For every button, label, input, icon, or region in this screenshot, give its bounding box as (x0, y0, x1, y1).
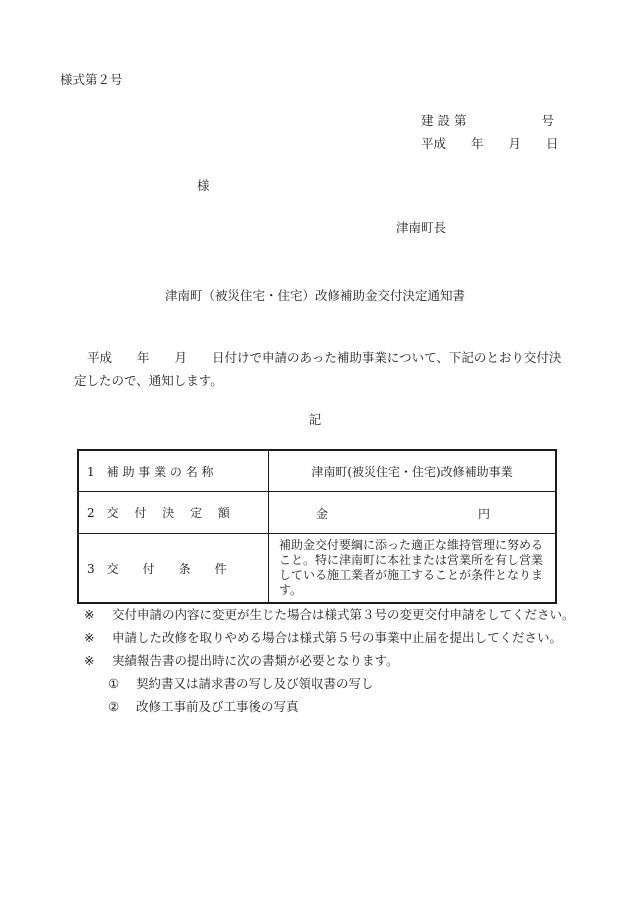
row-label: 3 交 付 条 件 (78, 534, 269, 604)
project-name-value: 津南町(被災住宅・住宅)改修補助事業 (269, 450, 557, 492)
notes-list (84, 603, 575, 672)
list-item (108, 695, 374, 718)
details-table (77, 449, 557, 604)
table-row (78, 492, 556, 534)
addressee: 様 (197, 178, 210, 193)
item-text: 改修工事前及び工事後の写真 (136, 699, 299, 714)
list-item (108, 672, 374, 695)
note-item (84, 649, 575, 672)
ki-heading: 記 (308, 412, 322, 427)
item-mark: ② (108, 699, 120, 714)
issuer: 津南町長 (396, 220, 447, 235)
required-docs-list (108, 672, 374, 718)
document-title: 津南町（被災住宅・住宅）改修補助金交付決定通知書 (164, 288, 465, 303)
item-mark: ① (108, 676, 120, 691)
note-mark: ※ (84, 607, 95, 622)
amount-value (269, 492, 557, 534)
amount-kin: 金 (316, 507, 329, 521)
note-text: 申請した改修を取りやめる場合は様式第５号の事業中止届を提出してください。 (112, 630, 563, 645)
note-mark: ※ (84, 653, 95, 668)
row-label: 1 補 助 事 業 の 名 称 (78, 450, 269, 492)
form-number: 様式第２号 (60, 72, 123, 87)
conditions-value: 補助金交付要綱に添った適正な維持管理に努めること。特に津南町に本社または営業所を有し営業している施工業者が施工することが条件となります。 (269, 534, 557, 604)
row-label: 2 交 付 決 定 額 (78, 492, 269, 534)
table-row (78, 450, 556, 492)
document-date: 平成 年 月 日 (421, 136, 559, 151)
body-line-2: 定したので、通知します。 (74, 373, 223, 388)
body-line-1: 平成 年 月 日付けで申請のあった補助事業について、下記のとおり交付決 (87, 350, 562, 365)
note-mark: ※ (84, 630, 95, 645)
table-row (78, 534, 556, 604)
item-text: 契約書又は請求書の写し及び領収書の写し (136, 676, 374, 691)
note-item (84, 626, 575, 649)
note-item (84, 603, 575, 626)
body-text (74, 346, 574, 392)
note-text: 実績報告書の提出時に次の書類が必要となります。 (112, 653, 399, 668)
document-number: 建 設 第 号 (421, 113, 554, 128)
amount-yen: 円 (478, 507, 491, 521)
note-text: 交付申請の内容に変更が生じた場合は様式第３号の変更交付申請をしてください。 (112, 607, 575, 622)
